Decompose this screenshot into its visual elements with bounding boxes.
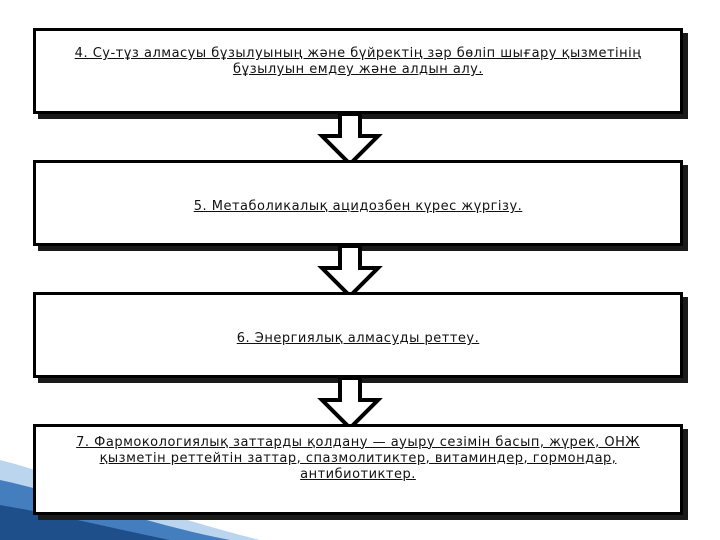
step-box-7 [33, 424, 683, 515]
step-box-6 [33, 292, 683, 378]
step-box-5 [33, 160, 683, 246]
step-4-text: 4. Су-тұз алмасуы бұзылуының және бүйректің зәр бөліп шығару қызметінің бұзылуын емдеу және алдын алу. [74, 46, 642, 77]
step-6-text: 6. Энергиялық алмасуды реттеу. [236, 331, 480, 346]
step-box-4 [33, 28, 683, 114]
step-7-text: 7. Фармокологиялық заттарды қолдану — ауыру сезімін басып, жүрек, ОНЖ қызметін реттейтін заттар, спазмолитиктер, витаминдер, гормондар, антибиотиктер. [76, 434, 640, 482]
step-5-text: 5. Метаболикалық ацидозбен күрес жүргізу. [193, 199, 523, 214]
